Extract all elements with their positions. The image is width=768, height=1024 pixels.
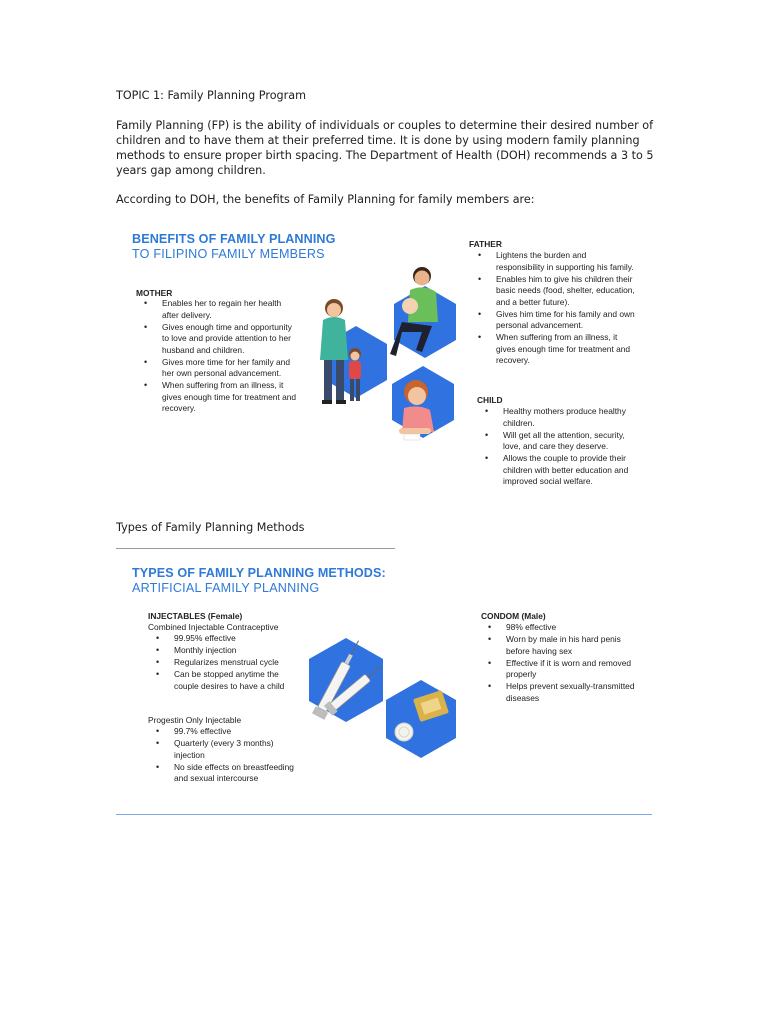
benefits-subtitle: TO FILIPINO FAMILY MEMBERS (132, 247, 325, 261)
list-item: • 98% effective (486, 622, 636, 634)
list-item: • Gives more time for her family and her own personal advancement. (142, 357, 300, 380)
types-heading: Types of Family Planning Methods (116, 521, 305, 534)
divider-line (116, 548, 395, 549)
list-item: • Gives enough time and opportunity to love and provide attention to her husband and children. (142, 322, 300, 357)
injectables-heading: INJECTABLES (Female) (148, 611, 243, 621)
benefits-title: BENEFITS OF FAMILY PLANNING (132, 232, 336, 246)
methods-infographic (116, 556, 652, 808)
family-hexagon-illustration (296, 262, 476, 452)
list-item: • Gives him time for his family and own personal advancement. (476, 309, 636, 332)
list-item: • Worn by male in his hard penis before having sex (486, 634, 636, 657)
methods-title: TYPES OF FAMILY PLANNING METHODS: (132, 566, 386, 580)
list-item: • When suffering from an illness, it gives enough time for treatment and recovery. (476, 332, 636, 367)
mother-benefits-list (142, 298, 300, 415)
mother-heading: MOTHER (136, 288, 173, 298)
condom-heading: CONDOM (Male) (481, 611, 546, 621)
list-item: • Helps prevent sexually-transmitted diseases (486, 681, 636, 704)
according-line: According to DOH, the benefits of Family Planning for family members are: (116, 193, 535, 206)
list-item: • Regularizes menstrual cycle (154, 657, 304, 669)
list-item: • 99.7% effective (154, 726, 304, 738)
methods-subtitle: ARTIFICIAL FAMILY PLANNING (132, 581, 320, 595)
list-item: • Monthly injection (154, 645, 304, 657)
progestin-injectable-list (154, 726, 304, 785)
list-item: • 99.95% effective (154, 633, 304, 645)
topic-heading: TOPIC 1: Family Planning Program (116, 89, 307, 102)
benefits-infographic (116, 222, 652, 494)
list-item: • No side effects on breastfeeding and sexual intercourse (154, 762, 304, 785)
father-heading: FATHER (469, 239, 502, 249)
list-item: • Healthy mothers produce healthy children. (483, 406, 643, 429)
list-item: • Allows the couple to provide their children with better education and improved social welfare. (483, 453, 643, 488)
condom-list (486, 622, 636, 705)
bottom-divider-line (116, 814, 652, 815)
progestin-injectable-label: Progestin Only Injectable (148, 715, 242, 725)
list-item: • Can be stopped anytime the couple desires to have a child (154, 669, 304, 692)
combined-injectable-label: Combined Injectable Contraceptive (148, 622, 279, 632)
list-item: • When suffering from an illness, it gives enough time for treatment and recovery. (142, 380, 300, 415)
list-item: • Enables him to give his children their basic needs (food, shelter, education, and a better future). (476, 274, 636, 309)
combined-injectable-list (154, 633, 304, 693)
list-item: • Quarterly (every 3 months) injection (154, 738, 304, 761)
list-item: • Lightens the burden and responsibility in supporting his family. (476, 250, 636, 273)
father-benefits-list (476, 250, 636, 367)
list-item: • Will get all the attention, security, love, and care they deserve. (483, 430, 643, 453)
list-item: • Enables her to regain her health after delivery. (142, 298, 300, 321)
intro-paragraph: Family Planning (FP) is the ability of individuals or couples to determine their desired number of children and to have them at their preferred time. It is done by using modern family planning methods to ensure proper birth spacing. The Department of Health (DOH) recommends a 3 to 5 years gap among children. (116, 119, 654, 177)
child-benefits-list (483, 406, 643, 488)
child-heading: CHILD (477, 395, 503, 405)
methods-hexagon-illustration (296, 628, 476, 768)
list-item: • Effective if it is worn and removed properly (486, 658, 636, 681)
